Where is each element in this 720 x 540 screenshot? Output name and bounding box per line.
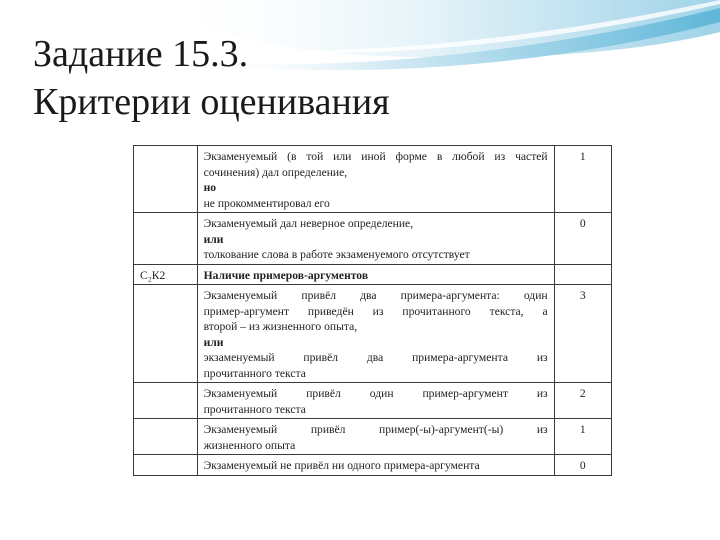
criterion-code-cell: [134, 455, 198, 476]
table-row: [134, 383, 612, 419]
slide-title-line-2: Критерии оценивания: [33, 81, 390, 123]
description-line: жизненного опыта: [203, 438, 296, 452]
criterion-description-cell: [197, 455, 554, 476]
description-line: прочитанного текста: [203, 366, 306, 380]
score-cell: 1: [554, 419, 611, 455]
score-cell: 0: [554, 213, 611, 265]
description-line: Экзаменуемый привёл пример(-ы)-аргумент(-ы) из: [203, 423, 548, 436]
criteria-table: [133, 145, 612, 476]
table-row: [134, 264, 612, 285]
criterion-description-cell: [197, 383, 554, 419]
criterion-heading-cell: Наличие примеров-аргументов: [197, 264, 554, 285]
criterion-code-cell: С₂К2: [134, 264, 198, 285]
criterion-code-cell: [134, 285, 198, 383]
description-line: Экзаменуемый не привёл ни одного примера-аргумента: [203, 459, 480, 472]
criterion-code-cell: [134, 383, 198, 419]
description-line: толкование слова в работе экзаменуемого отсутствует: [203, 248, 470, 261]
description-line: пример-аргумент приведён из прочитанного текста, а: [203, 304, 548, 318]
criterion-description-cell: [197, 285, 554, 383]
table-row: [134, 285, 612, 383]
table-row: [134, 455, 612, 476]
description-line: Экзаменуемый (в той или иной форме в любой из частей: [203, 150, 548, 163]
score-cell: 3: [554, 285, 611, 383]
criterion-description-cell: [197, 146, 554, 213]
criterion-description-cell: [197, 419, 554, 455]
criterion-code-cell: [134, 146, 198, 213]
description-line: Экзаменуемый привёл два примера-аргумента: один: [203, 289, 548, 302]
description-connector: но: [203, 181, 217, 194]
description-line: второй – из жизненного опыта,: [203, 320, 358, 333]
description-line: сочинения) дал определение,: [203, 165, 348, 179]
slide-title: [33, 30, 390, 126]
description-line: экзаменуемый привёл два примера-аргумента из: [203, 351, 548, 364]
score-cell: 2: [554, 383, 611, 419]
description-connector: или: [203, 335, 224, 349]
score-cell: [554, 264, 611, 285]
criterion-description-cell: [197, 213, 554, 265]
table-row: [134, 213, 612, 265]
score-cell: 1: [554, 146, 611, 213]
description-line: Экзаменуемый привёл один пример-аргумент из: [203, 387, 548, 400]
criteria-table-image: [133, 145, 612, 477]
description-connector: или: [203, 232, 224, 246]
slide-title-line-1: Задание 15.3.: [33, 33, 249, 75]
table-row: [134, 419, 612, 455]
table-row: [134, 146, 612, 213]
criterion-code-cell: [134, 213, 198, 265]
description-line: прочитанного текста: [203, 402, 306, 416]
description-line: не прокомментировал его: [203, 196, 330, 210]
criterion-code-cell: [134, 419, 198, 455]
score-cell: 0: [554, 455, 611, 476]
description-line: Экзаменуемый дал неверное определение,: [203, 217, 414, 230]
